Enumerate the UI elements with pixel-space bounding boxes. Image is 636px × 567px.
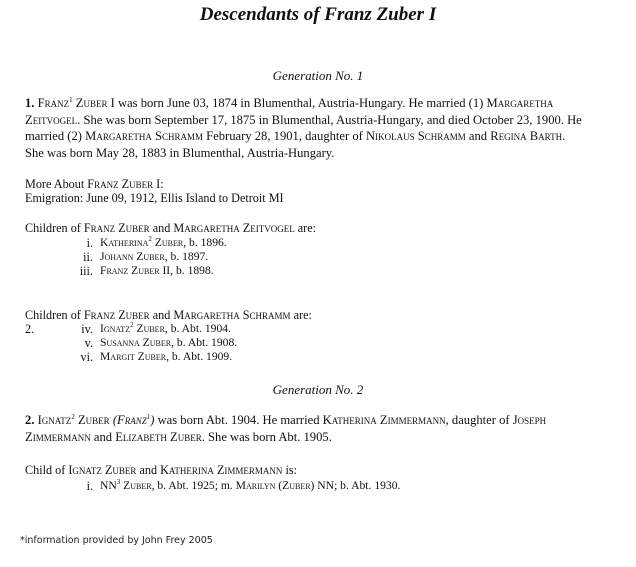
entry-text: , daughter of: [445, 413, 513, 427]
heading-text: Child of: [25, 463, 69, 477]
roman-numeral: vi.: [80, 350, 93, 364]
person-name: Franz: [37, 96, 70, 110]
spouse-surname: Zeitvogel: [25, 112, 78, 127]
child-heading: [25, 463, 297, 477]
roman-numeral: iv.: [81, 322, 93, 336]
ignatz-zuber-entry: [25, 412, 625, 445]
entry-line-2: [25, 429, 625, 446]
generation-superscript: 2: [130, 321, 134, 330]
person-surname: Zuber: [72, 96, 108, 110]
generation-superscript: 1: [146, 412, 151, 421]
generation-superscript: 3: [116, 478, 121, 487]
roman-numeral: i.: [86, 479, 93, 493]
parent-name: Franz Zuber: [83, 308, 150, 322]
heading-text: and: [149, 308, 174, 322]
entry-line-2: [25, 112, 625, 129]
heading-text: is:: [282, 463, 297, 477]
heading-text: and: [136, 463, 161, 477]
spouse-name: Katherina Zimmermann: [322, 413, 446, 427]
entry-text: . She was born September 17, 1875 in Blumenthal, Austria-Hungary, and died October 23, 1900. He: [77, 112, 582, 127]
children-heading-1: [25, 221, 316, 235]
entry-line-3: [25, 128, 625, 145]
parent-name: Regina Barth: [490, 129, 563, 143]
child-surname: Zuber: [133, 322, 165, 335]
children-heading-2: [25, 308, 312, 322]
roman-numeral: iii.: [79, 264, 93, 278]
entry-text: February 28, 1901, daughter of: [203, 129, 366, 143]
generation-superscript: 1: [69, 95, 73, 104]
entry-text: and: [465, 129, 491, 143]
document-title: Descendants of Franz Zuber I: [199, 4, 437, 25]
child-info: , b. Abt. 1904.: [164, 322, 231, 335]
heading-text: Children of: [25, 221, 84, 235]
ancestry-close: ): [150, 413, 155, 427]
child-entry: [100, 322, 231, 336]
child-info: , b. 1897.: [164, 250, 209, 263]
heading-text: are:: [294, 221, 317, 235]
parent-surname: Zimmermann: [25, 429, 91, 444]
generation-2-heading: Generation No. 2: [272, 382, 364, 397]
entry-line-4: She was born May 28, 1883 in Blumenthal, Austria-Hungary.: [25, 145, 335, 160]
parent-name: Ignatz Zuber: [68, 463, 137, 477]
child-entry: [100, 479, 400, 493]
parent-name: Franz Zuber: [83, 221, 150, 235]
ancestry-open: (: [112, 413, 118, 427]
entry-text: and: [90, 429, 116, 444]
entry-text: was born Abt. 1904. He married: [154, 413, 323, 427]
child-name: NN: [100, 479, 117, 492]
parent-name: Margaretha Zeitvogel: [173, 221, 295, 235]
child-info: ; b. Abt. 1930.: [334, 479, 401, 492]
entry-text: .: [562, 129, 566, 143]
emigration-line: Emigration: June 09, 1912, Ellis Island to Detroit MI: [25, 191, 284, 205]
heading-text: Children of: [25, 308, 84, 322]
person-surname: Zuber: [74, 413, 113, 427]
child-name: Franz Zuber II: [100, 264, 171, 277]
parent-name: Elizabeth Zuber: [115, 429, 202, 444]
roman-numeral: v.: [84, 336, 93, 350]
heading-text: are:: [290, 308, 312, 322]
generation-superscript: 2: [71, 412, 75, 421]
entry-line-1: [25, 412, 625, 429]
generation-1-heading: Generation No. 1: [272, 68, 364, 83]
heading-text: and: [149, 221, 174, 235]
child-info: , b. Abt. 1908.: [171, 336, 238, 349]
child-surname: Zuber: [151, 236, 184, 249]
spouse-name: Marilyn (Zuber) NN: [235, 479, 335, 492]
generation-superscript: 2: [148, 235, 152, 244]
child-info: , b. Abt. 1925; m.: [151, 479, 236, 492]
child-entry: [100, 336, 237, 350]
footer-note: *information provided by John Frey 2005: [20, 535, 213, 546]
more-about-text: More About: [25, 177, 88, 191]
roman-numeral: ii.: [83, 250, 93, 264]
child-name: Katherina: [100, 236, 149, 249]
child-name: Johann Zuber: [100, 250, 165, 263]
parent-name: Nikolaus Schramm: [365, 129, 466, 143]
entry-number: 1.: [25, 96, 35, 110]
child-surname: Zuber: [120, 479, 152, 492]
child-entry: [100, 250, 208, 264]
more-about-heading: [25, 177, 164, 191]
cross-reference-number: 2.: [25, 322, 35, 336]
parent-name: Margaretha Schramm: [173, 308, 291, 322]
child-name: Margit Zuber: [100, 350, 167, 363]
child-entry: [100, 236, 227, 250]
child-entry: [100, 264, 214, 278]
entry-text: married (2): [25, 129, 86, 143]
spouse-name: Margaretha: [486, 96, 554, 110]
person-name: Franz Zuber I: [87, 177, 161, 191]
roman-numeral: i.: [86, 236, 93, 250]
more-about-text: :: [160, 177, 164, 191]
entry-text: . She was born Abt. 1905.: [201, 429, 332, 444]
ancestor-name: Franz: [117, 413, 147, 427]
parent-name: Joseph: [512, 413, 547, 427]
franz-zuber-entry: [25, 95, 625, 161]
child-info: , b. 1896.: [183, 236, 227, 249]
entry-text: I was born June 03, 1874 in Blumenthal, Austria-Hungary. He married (1): [107, 96, 487, 110]
person-name: Ignatz: [37, 413, 72, 427]
child-info: , b. Abt. 1909.: [166, 350, 233, 363]
child-name: Susanna Zuber: [100, 336, 172, 349]
entry-line-1: [25, 95, 625, 112]
parent-name: Katherina Zimmermann: [160, 463, 283, 477]
entry-number: 2.: [25, 413, 35, 427]
child-info: , b. 1898.: [170, 264, 214, 277]
spouse-name: Margaretha Schramm: [85, 129, 203, 143]
child-entry: [100, 350, 232, 364]
child-name: Ignatz: [100, 322, 131, 335]
